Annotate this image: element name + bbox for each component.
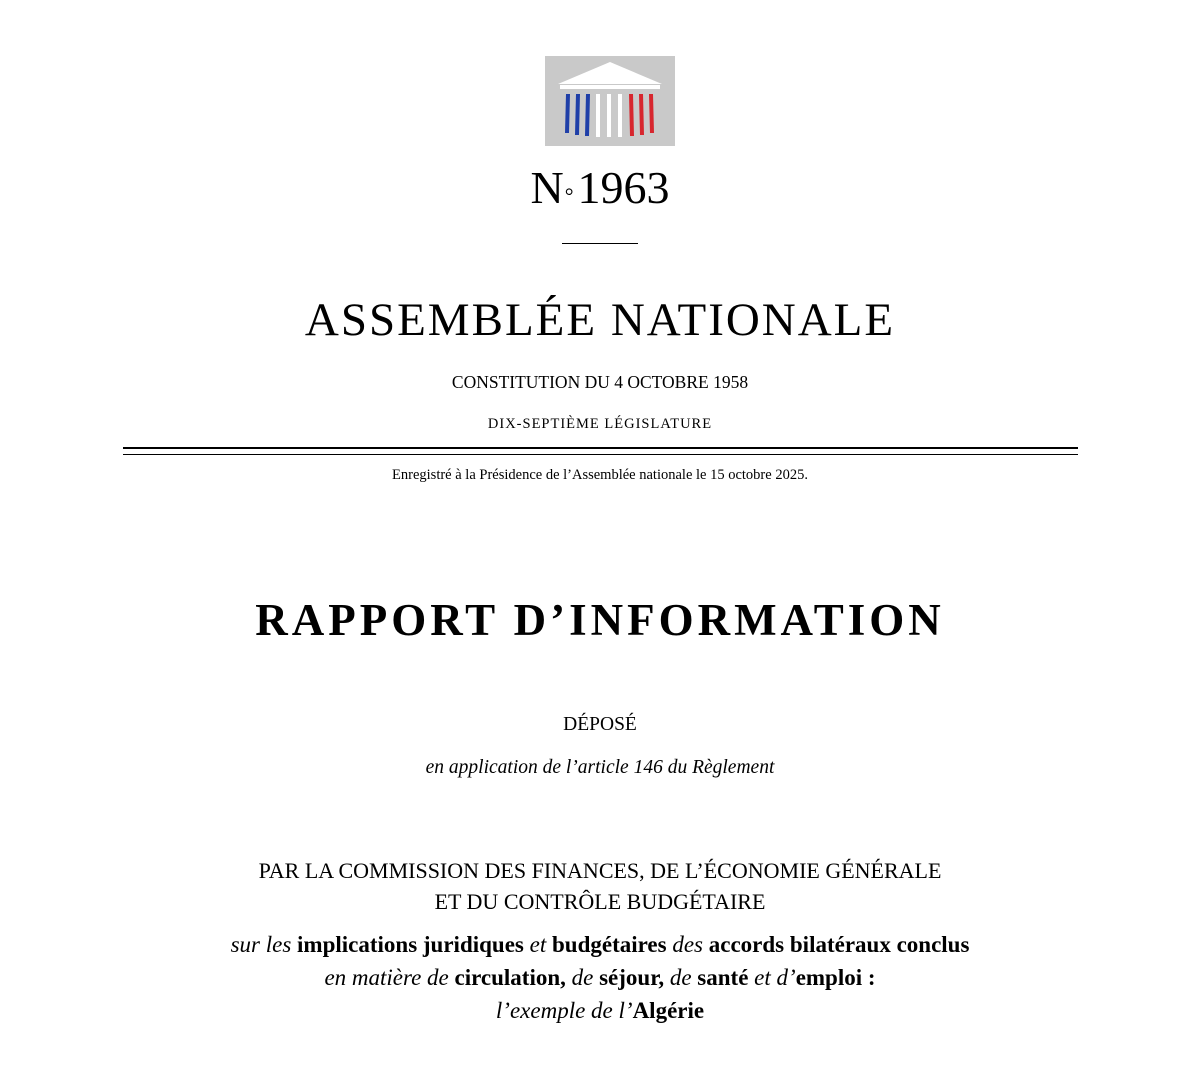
subject-run: et d’ <box>754 965 796 990</box>
registration-line: Enregistré à la Présidence de l’Assemblée nationale le 15 octobre 2025. <box>392 467 808 483</box>
subject-run: de <box>571 965 600 990</box>
assembly-title: ASSEMBLÉE NATIONALE <box>304 294 896 346</box>
deposited-label: DÉPOSÉ <box>563 714 637 735</box>
logo-entablature <box>560 85 660 89</box>
subject-run: implications juridiques <box>297 932 530 957</box>
subject-run: Algérie <box>632 998 705 1023</box>
double-rule-top <box>123 447 1078 449</box>
legislature-line: DIX-SEPTIÈME LÉGISLATURE <box>487 416 713 432</box>
subject-run: santé <box>697 965 755 990</box>
subject-run: séjour, <box>599 965 670 990</box>
subject-run: sur les <box>230 932 298 957</box>
commission-line-1: PAR LA COMMISSION DES FINANCES, DE L’ÉCONOMIE GÉNÉRALE <box>258 858 942 883</box>
logo-column <box>596 94 600 137</box>
article-reference: en application de l’article 146 du Règlement <box>425 757 775 778</box>
subject-run: de <box>669 965 698 990</box>
subject-run: des <box>672 932 709 957</box>
document-number <box>0 160 1200 216</box>
logo-column <box>618 94 622 137</box>
subject-run: emploi : <box>795 965 876 990</box>
short-divider <box>562 243 638 244</box>
assemblee-nationale-logo <box>545 56 675 146</box>
report-title: RAPPORT D’INFORMATION <box>255 595 945 645</box>
number-value: 1963 <box>577 162 670 213</box>
commission-line-2: ET DU CONTRÔLE BUDGÉTAIRE <box>434 889 766 914</box>
subject-run: et <box>529 932 552 957</box>
subject-line-3 <box>0 994 1200 1027</box>
subject-line-2 <box>0 961 1200 994</box>
subject-run: circulation, <box>454 965 572 990</box>
subject-line-1 <box>0 928 1200 961</box>
logo-column <box>607 94 611 137</box>
double-rule-bottom <box>123 454 1078 455</box>
subject-run: budgétaires <box>552 932 673 957</box>
hemicycle-icon <box>545 56 675 146</box>
subject-run: l’exemple de l’ <box>495 998 633 1023</box>
number-prefix: N <box>530 162 564 213</box>
subject-run: accords bilatéraux conclus <box>708 932 970 957</box>
constitution-line: CONSTITUTION DU 4 OCTOBRE 1958 <box>451 372 749 392</box>
number-degree: ° <box>564 183 574 208</box>
subject-run: en matière de <box>324 965 455 990</box>
